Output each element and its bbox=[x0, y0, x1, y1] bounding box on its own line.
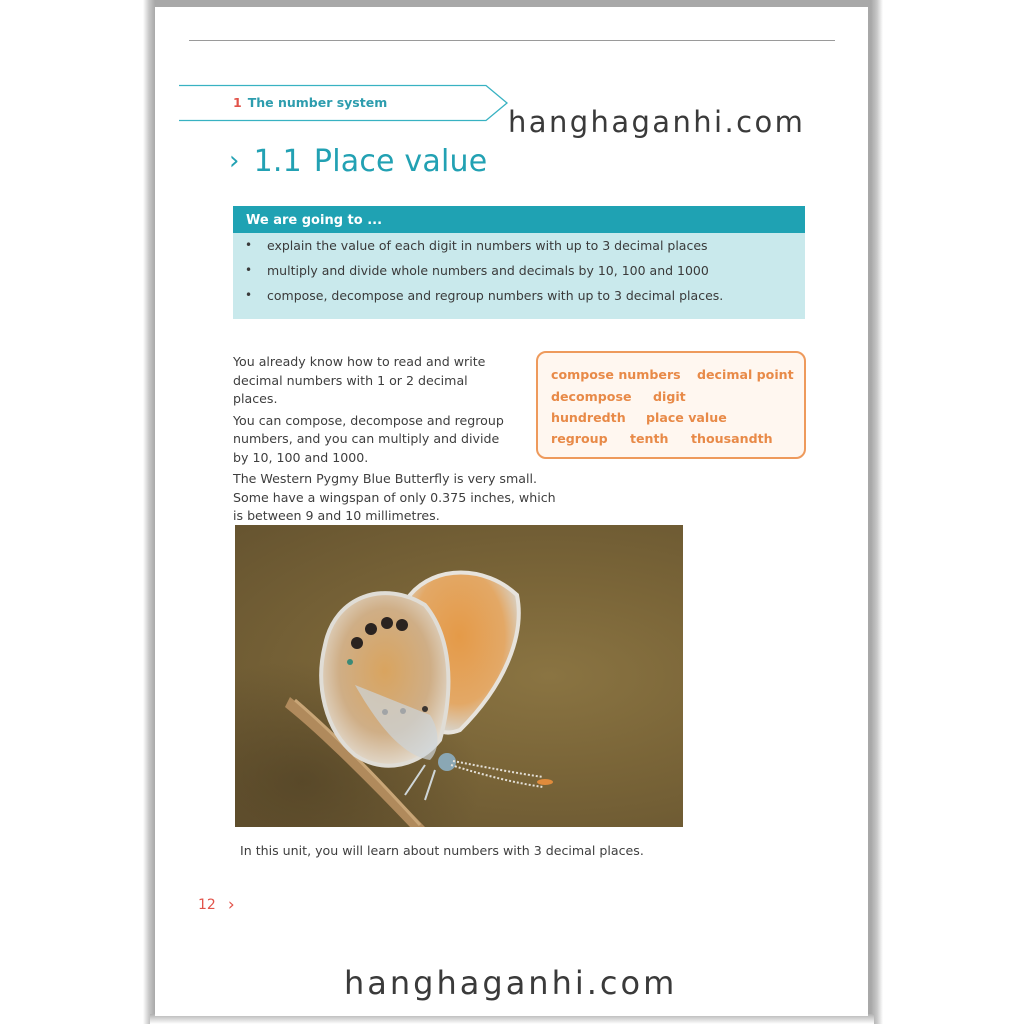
vocabulary-term: place value bbox=[646, 410, 727, 425]
bullet-icon: • bbox=[245, 288, 253, 302]
chapter-title: The number system bbox=[247, 95, 388, 110]
intro-paragraph: You already know how to read and write decimal numbers with 1 or 2 decimal places. bbox=[233, 354, 486, 406]
vocabulary-term: compose numbers bbox=[551, 367, 681, 382]
vocabulary-term: regroup bbox=[551, 431, 608, 446]
page-number-value: 12 bbox=[198, 897, 216, 913]
chevron-right-icon: › bbox=[229, 146, 240, 176]
intro-paragraph: The Western Pygmy Blue Butterfly is very small. Some have a wingspan of only 0.375 inches, which is between 9 and 10 millimetres. bbox=[233, 471, 556, 523]
section-number: 1.1 bbox=[253, 144, 302, 179]
vocabulary-term: hundredth bbox=[551, 410, 626, 425]
vocabulary-term: thousandth bbox=[691, 431, 773, 446]
bullet-icon: • bbox=[245, 238, 253, 252]
learning-goal-text: compose, decompose and regroup numbers with up to 3 decimal places. bbox=[267, 288, 724, 303]
learning-goal-item bbox=[245, 233, 805, 258]
learning-goal-text: multiply and divide whole numbers and decimals by 10, 100 and 1000 bbox=[267, 263, 709, 278]
photo-caption: In this unit, you will learn about numbers with 3 decimal places. bbox=[240, 843, 644, 858]
chapter-tab bbox=[179, 84, 509, 122]
chapter-number: 1 bbox=[233, 95, 242, 110]
learning-goals-box bbox=[233, 206, 805, 319]
chevron-right-icon: › bbox=[227, 895, 235, 915]
watermark-bottom: hanghaganhi.com bbox=[344, 964, 678, 1002]
page-number bbox=[198, 894, 235, 914]
vocabulary-box bbox=[536, 351, 806, 459]
vocabulary-term: decimal point bbox=[697, 367, 794, 382]
learning-goal-text: explain the value of each digit in numbers with up to 3 decimal places bbox=[267, 238, 708, 253]
butterfly-image-icon bbox=[235, 525, 683, 827]
learning-goals-list bbox=[233, 233, 805, 308]
section-name: Place value bbox=[313, 144, 488, 179]
header-rule bbox=[189, 40, 835, 41]
vocabulary-term: tenth bbox=[630, 431, 669, 446]
butterfly-photo bbox=[235, 525, 683, 827]
section-title bbox=[229, 144, 487, 179]
learning-goals-heading: We are going to ... bbox=[233, 206, 805, 233]
bullet-icon: • bbox=[245, 263, 253, 277]
vocabulary-term: decompose bbox=[551, 389, 632, 404]
learning-goal-item bbox=[245, 283, 805, 308]
watermark-top: hanghaganhi.com bbox=[508, 105, 806, 139]
chapter-label bbox=[233, 95, 387, 110]
intro-text bbox=[233, 353, 563, 529]
learning-goal-item bbox=[245, 258, 805, 283]
vocabulary-term: digit bbox=[653, 389, 686, 404]
intro-paragraph: You can compose, decompose and regroup numbers, and you can multiply and divide by 10, 100 and 1000. bbox=[233, 412, 504, 465]
textbook-page bbox=[155, 7, 868, 1016]
